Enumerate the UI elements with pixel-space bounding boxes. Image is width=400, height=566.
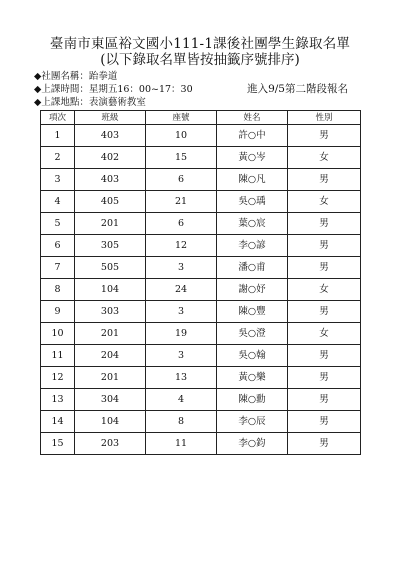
cell-name: 葉○宸 [217,213,288,235]
cell-item-no: 13 [41,389,75,411]
cell-item-no: 1 [41,125,75,147]
cell-name: 李○辰 [217,411,288,433]
cell-name: 吳○翰 [217,345,288,367]
cell-seat-no: 3 [146,301,217,323]
header-seat-no: 座號 [146,111,217,125]
table-row [41,125,361,147]
cell-item-no: 4 [41,191,75,213]
admission-roster-table [40,110,361,455]
cell-seat-no: 6 [146,213,217,235]
cell-name: 許○中 [217,125,288,147]
cell-name: 吳○瑀 [217,191,288,213]
cell-name: 黃○樂 [217,367,288,389]
cell-item-no: 15 [41,433,75,455]
table-row [41,235,361,257]
club-name-label: ◆ 社團名稱： [34,71,89,82]
cell-class: 203 [75,433,146,455]
cell-seat-no: 6 [146,169,217,191]
cell-gender: 男 [288,367,361,389]
cell-gender: 女 [288,147,361,169]
cell-name: 吳○澄 [217,323,288,345]
registration-note: 進入9/5第二階段報名 [247,83,348,95]
cell-seat-no: 4 [146,389,217,411]
table-row [41,411,361,433]
cell-gender: 男 [288,433,361,455]
cell-seat-no: 10 [146,125,217,147]
document-subtitle: (以下錄取名單皆按抽籤序號排序) [100,52,300,68]
cell-class: 403 [75,169,146,191]
cell-class: 204 [75,345,146,367]
cell-name: 陳○豐 [217,301,288,323]
class-location-label: ◆ 上課地點： [34,97,89,108]
cell-class: 403 [75,125,146,147]
cell-class: 405 [75,191,146,213]
cell-name: 陳○凡 [217,169,288,191]
cell-item-no: 3 [41,169,75,191]
class-time-label: ◆ 上課時間： [34,84,89,95]
cell-gender: 女 [288,191,361,213]
cell-seat-no: 3 [146,345,217,367]
cell-class: 201 [75,213,146,235]
class-location-value: 表演藝術教室 [88,97,146,108]
cell-class: 402 [75,147,146,169]
cell-class: 305 [75,235,146,257]
cell-seat-no: 21 [146,191,217,213]
table-row [41,279,361,301]
club-name-value: 跆拳道 [88,71,118,82]
cell-item-no: 10 [41,323,75,345]
cell-name: 黃○岑 [217,147,288,169]
table-row [41,389,361,411]
table-body [41,125,361,455]
cell-item-no: 5 [41,213,75,235]
document-title: 臺南市東區裕文國小111-1課後社團學生錄取名單 [49,36,351,52]
cell-seat-no: 15 [146,147,217,169]
class-time-line [34,84,193,96]
cell-name: 謝○妤 [217,279,288,301]
cell-name: 潘○甫 [217,257,288,279]
cell-item-no: 14 [41,411,75,433]
cell-seat-no: 12 [146,235,217,257]
cell-item-no: 11 [41,345,75,367]
cell-name: 陳○勳 [217,389,288,411]
class-location-line [34,97,146,109]
cell-gender: 男 [288,301,361,323]
table-row [41,323,361,345]
table-row [41,257,361,279]
cell-item-no: 6 [41,235,75,257]
header-class: 班級 [75,111,146,125]
cell-gender: 男 [288,169,361,191]
header-gender: 性別 [288,111,361,125]
cell-name: 李○諺 [217,235,288,257]
cell-item-no: 2 [41,147,75,169]
cell-seat-no: 19 [146,323,217,345]
class-time-value: 星期五16：00~17：30 [88,84,193,95]
cell-gender: 男 [288,213,361,235]
cell-class: 104 [75,279,146,301]
cell-gender: 男 [288,411,361,433]
cell-seat-no: 24 [146,279,217,301]
cell-class: 304 [75,389,146,411]
table-row [41,301,361,323]
cell-seat-no: 11 [146,433,217,455]
cell-item-no: 7 [41,257,75,279]
table-row [41,433,361,455]
table-row [41,213,361,235]
table-header-row [41,111,361,125]
table-row [41,345,361,367]
cell-item-no: 8 [41,279,75,301]
cell-gender: 男 [288,345,361,367]
cell-name: 李○鈞 [217,433,288,455]
cell-class: 303 [75,301,146,323]
cell-seat-no: 8 [146,411,217,433]
header-name: 姓名 [217,111,288,125]
cell-item-no: 9 [41,301,75,323]
table-row [41,147,361,169]
cell-seat-no: 13 [146,367,217,389]
cell-gender: 女 [288,279,361,301]
cell-class: 201 [75,323,146,345]
club-name-line [34,71,117,83]
cell-class: 201 [75,367,146,389]
cell-seat-no: 3 [146,257,217,279]
table-row [41,367,361,389]
header-item-no: 項次 [41,111,75,125]
table-row [41,191,361,213]
cell-gender: 男 [288,235,361,257]
cell-item-no: 12 [41,367,75,389]
cell-gender: 男 [288,389,361,411]
cell-class: 104 [75,411,146,433]
cell-gender: 男 [288,257,361,279]
cell-gender: 男 [288,125,361,147]
cell-gender: 女 [288,323,361,345]
cell-class: 505 [75,257,146,279]
table-row [41,169,361,191]
